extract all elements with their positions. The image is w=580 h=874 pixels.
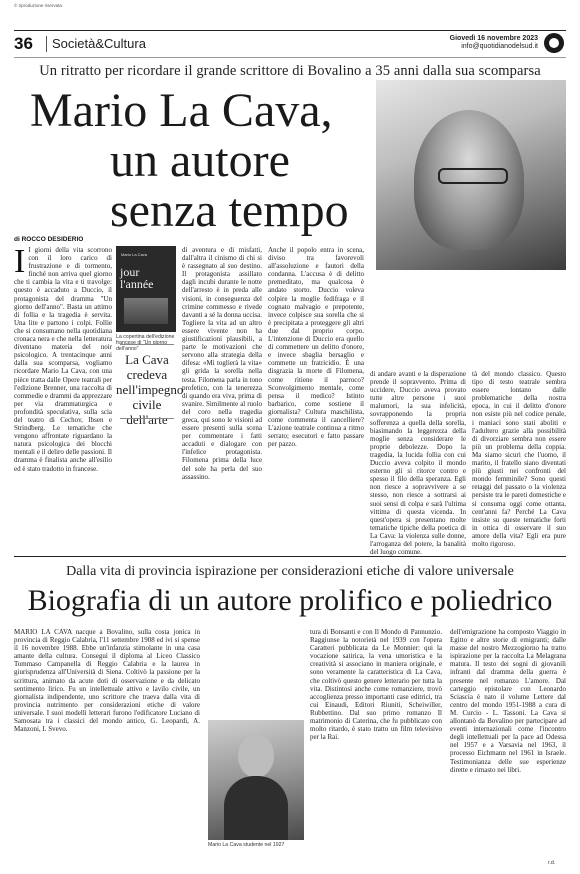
student-photo [208,720,304,840]
issue-date: Giovedì 16 novembre 2023 [449,35,538,42]
article-column-3-text: Anche il popolo entra in scena, diviso tra favorevoli all'assoluzione e fautori della condanna. L'accusa è di delitto premeditato, ma qualcosa è andato storto. Duccio voleva colpire la moglie fedifraga e il cognato malvagio e prepotente, invece colpisce sua sorella che si è precipitata a proteggere gli altri due dal proprio corpo. L'intenzione di Duccio era quello di commettere un delitto d'onore, e invece sbaglia bersaglio e commette un fratricidio. È una disgrazia la morte di Filomena, come ritiene il parroco? Sconvolgimento mentale, come pensa il medico? Istinto barbarico, come sostiene il giornalista? Cultura maschilista, come commenta il cancelliere? L'azione teatrale continua a ritmo serrato; esecutori e fatto passare per pazzo. [268,246,364,449]
page-number: 36 [14,34,33,53]
newspaper-logo-icon [544,33,564,53]
article-column-5 [472,370,566,550]
article2-column-3 [450,628,566,858]
article-kicker: Un ritratto per ricordare il grande scrittore di Bovalino a 35 anni dalla sua scomparsa [39,63,541,79]
article2-column-2 [310,628,442,866]
book-cover-caption: La copertina dell'edizione francese di "Un giorno dell'anno" [116,334,175,352]
article-column-2-text: di aventura e di misfatti, dall'altra il cinismo di chi si è rassegnato al suo destino. Il protagonista assillato dagli incubi durante le notte dell'arresto è in preda alle visioni, in conseguenza del crimine commesso e rivede davanti a sé la donna uccisa. Togliere la vita ad un altro essere vivente non ha giustificazioni plausibili, a parte le motivazioni che servono alla strategia della difesa: «Mi toglierà la vita» gli grida la sorella nella testa. Filomena parla in tono profetico, con la tenerezza di quando era viva, prima di svanire. Similmente al ruolo del coro nella tragedia greca, qui sono le visioni ad essere presenti sulla scena per commentare i fatti accaduti e dialogare con l'infelice protagonista. Filomena prima della luce del sole ha perla del suo assassino. [182,246,262,481]
article2-signoff: r.d. [548,860,556,866]
section-title: Società&Cultura [52,36,146,51]
drop-cap: I [14,243,26,280]
portrait-photo [376,80,566,270]
article-column-5-text: tà del mondo classico. Questo tipo di testo teatrale sembra essere lontano dalle problematiche della nostra epoca, in cui il delitto d'onore non esiste più nel codice penale, i maniaci sono stati aboliti e l'adultero grazie alla possibilità di divorziare sembra non essere più un problema della coppia. Ma siamo sicuri che l'uomo, il marito, il fratello siano diventati più giusti nei confronti del mondo femminile? Sono questi retaggi del passato o la violenza persiste tra le pareti domestiche e si consuma oggi come ottanta, cent'anni fa? Perché La Cava insiste su queste tematiche forti in ottica di osservare il suo amore della vita? Egli era pure molto rigoroso. [472,370,566,548]
article-column-1-text: I giorni della vita scorrono con il loro carico di frustrazione e di tormento, finché non arriva quel giorno che ti cambia la vita e ti travolge: questo è accaduto a Duccio, il protagonista del dramma "Un giorno dell'anno". Basta un attimo di follia e la tragedia è servita. Una lite e partono i colpi. Follie che si consumano nella quotidiana cronaca nera e che nella letteratura diventano materia del noir psicologico. A trentacinque anni dalla sua scomparsa, vogliamo ricordare Mario La Cava, con una pièce tratta dalle Opere teatrali per l'edizione Brenner, una raccolta di commedie e drammi da apprezzare per via drammaturgica e profondità speculativa, sulla scia del teatro di Cechov, Ibsen e Strindberg. Le tematiche che vengono affrontate riguardano la natura psicologica dei blocchi mentali e il deliro delle passioni. Il dramma è finalista anche all'esilio ed è stato tradotto in francese. [14,246,112,473]
headline-line-3: senza tempo [110,184,349,237]
article2-column-3-text: dell'emigrazione ha composto Viaggio in Egitto e altre storie di emigranti; dalle masse del nostro Mezzogiorno ha tratto ispirazione per la raccolta La Melagrana matura. Il testo dei sogni di giovanili infranti dal dramma della guerra è presente nel romanzo L'amore. Dal carteggio epistolare con Leonardo Sciascia è nato il volume Lettere dal centro del mondo 1951-1988 a cura di M. Curcio - L. Tassoni. La Cava si allontanò da Bovalino per partecipare ad eventi internazionali come l'incontro degli intellettuali per la pace ad Odessa nel 1957 e a Varsavia nel 1963, il processo Eichmann nel 1961 in Israele. Testimonianza delle sue esperienze dirette e rimasto nei libri. [450,628,566,774]
pullquote-top-rule [120,344,174,345]
copyright-notice: © riproduzione riservata [14,3,62,8]
article-byline: di ROCCO DESIDERIO [14,236,84,243]
date-block [400,35,538,51]
headline-line-2: un autore [110,134,290,187]
article-column-4 [370,370,466,557]
portrait-glasses [438,168,508,184]
book-cover-author: Mario La Cava [121,252,148,257]
header-bottom-rule [14,57,566,58]
headline [30,86,390,236]
book-cover-image [116,246,176,332]
article2-column-1-text: MARIO LA CAVA nacque a Bovalino, sulla costa jonica in provincia di Reggio Calabria, l'11 settembre 1908 ed ivi si spense il 16 novembre 1988. Ebbe un'infanzia stimolante in una casa amante della cultura. Conseguì il diploma al Liceo Classico Tommaso Campanella di Reggio Calabria e la laurea in giurisprudenza all'Università di Siena. Coltivò la passione per la scrittura, animato da acute doti di osservazione e da delicato sentimento lirico. Fu un intellettuale attivo e lavilo civile, un giornalista indipendente, uno scrittore che traeva dalla vita di provincia nutrimento per considerazioni etiche di valore universale. I suoi modelli letterari furono l'edificatore Luciano di Samosata tra i classici del mondo antico, G. Leopardi, A. Manzoni, I. Svevo. [14,628,200,734]
article-column-3 [268,246,364,550]
pull-quote: La Cava credeva nell'impegno civile dell'arte [116,352,184,427]
article-column-1 [14,243,112,552]
article-column-4-text: di andare avanti e la disperazione prende il sopravvento. Prima di uccidere, Duccio aveva provato tutte altre persone i suoi malumori, la sua infelicità, sovrapponendo la propria sofferenza a quella della sorella, biasimando la leggerezza della moglie senza considerare le proprie debolezze. Dopo la tragedia, la lucida follia con cui Duccio aveva colpito il mondo esterno gli si ritorce contro e spesso il filo della speranza. Egli non riesce a sopravvivere a se stesso, non riesce a sottrarsi ai suoi sensi di colpa e sarà l'ultima vittima di questa vicenda. In quest'opera si presentano molte tematiche tipiche della poetica di La Cava: la violenza sulle donne, l'arroganza del potere, la banalità del luogo comune. [370,370,466,557]
student-photo-caption: Mario La Cava studente nel 1927 [208,842,285,848]
contact-email: info@quotidianodelsud.it [461,43,538,50]
article2-column-1 [14,628,200,866]
section-divider-rule [14,556,566,557]
article2-subtitle: Dalla vita di provincia ispirazione per considerazioni etiche di valore universale [66,564,514,579]
header-top-rule [14,30,566,31]
article-column-2 [182,246,262,546]
headline-line-1: Mario La Cava, [30,84,333,137]
article2-column-2-text: tura di Bonsanti e con Il Mondo di Pannunzio. Raggiunse la notorietà nel 1939 con l'opera Caratteri pubblicata da Le Monnier: qui la vocazione satirica, la vena umoristica e la creatività si associano in maniera originale, e sono veramente la caratteristica di La Cava, che coltivò questo genere letterario per tutta la vita. Distintosi anche come romanziere, trovò accoglienza presso importanti case editrici, tra cui Einaudi, Editori Riuniti, Scheiwiller, Rubbettino. Dal suo primo romanzo Il matrimonio di Caterina, che fu pubblicato con molto ritardo, è stato tratto un film televisivo per la Rai. [310,628,442,742]
book-cover-illustration [124,298,168,324]
student-photo-body [224,776,288,840]
book-cover-title: jour l'année [120,265,154,291]
article2-headline: Biografia di un autore prolifico e poliedrico [27,584,553,617]
header-divider [46,36,47,52]
pullquote-bottom-rule [120,418,174,419]
student-photo-figure [238,734,274,778]
